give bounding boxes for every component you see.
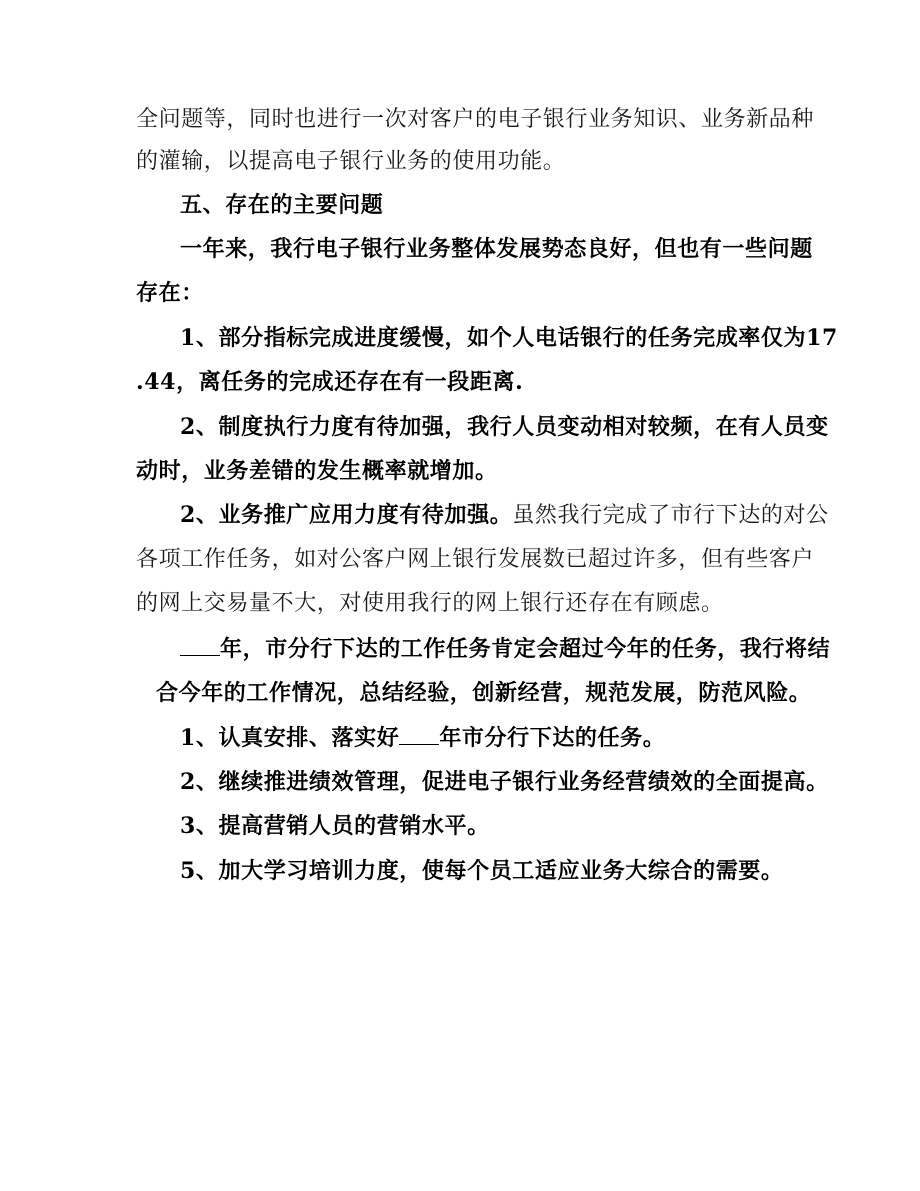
list-item-bold-part: 2、业务推广应用力度有待加强。 [180, 502, 513, 528]
paragraph-line: 的灌输，以提高电子银行业务的使用功能。 [136, 149, 566, 174]
paragraph-line: 一年来，我行电子银行业务整体发展势态良好，但也有一些问题 [180, 236, 813, 262]
list-item: 2、制度执行力度有待加强，我行人员变动相对较频，在有人员变 [180, 414, 829, 440]
list-item: 3、提高营销人员的营销水平。 [180, 813, 490, 839]
paragraph-line [180, 633, 830, 663]
paragraph-line: 的网上交易量不大，对使用我行的网上银行还存在有顾虑。 [136, 591, 724, 616]
list-item: 5、加大学习培训力度，使每个员工适应业务大综合的需要。 [180, 858, 784, 884]
list-item [180, 722, 665, 752]
paragraph-line: 合今年的工作情况，总结经验，创新经营，规范发展，防范风险。 [156, 680, 812, 706]
paragraph-line: .44，离任务的完成还存在有一段距离. [136, 369, 524, 395]
list-item-plain-part: 虽然我行完成了市行下达的对公 [512, 503, 829, 528]
paragraph-text: 年，市分行下达的工作任务肯定会超过今年的任务，我行将结 [220, 636, 831, 662]
paragraph-line: 存在： [136, 280, 204, 306]
paragraph-line: 动时，业务差错的发生概率就增加。 [136, 458, 498, 484]
blank-underline [180, 633, 220, 656]
list-item: 2、继续推进绩效管理，促进电子银行业务经营绩效的全面提高。 [180, 769, 829, 795]
paragraph-line: 各项工作任务，如对公客户网上银行发展数已超过许多，但有些客户 [136, 547, 815, 572]
list-item-text: 1、认真安排、落实好 [180, 725, 400, 751]
list-item: 1、部分指标完成进度缓慢，如个人电话银行的任务完成率仅为17 [180, 325, 838, 351]
paragraph-line: 全问题等，同时也进行一次对客户的电子银行业务知识、业务新品种 [136, 107, 815, 132]
list-item-text: 年市分行下达的任务。 [439, 725, 666, 751]
blank-underline [399, 722, 439, 745]
list-item [180, 500, 829, 530]
section-heading: 五、存在的主要问题 [180, 192, 384, 218]
